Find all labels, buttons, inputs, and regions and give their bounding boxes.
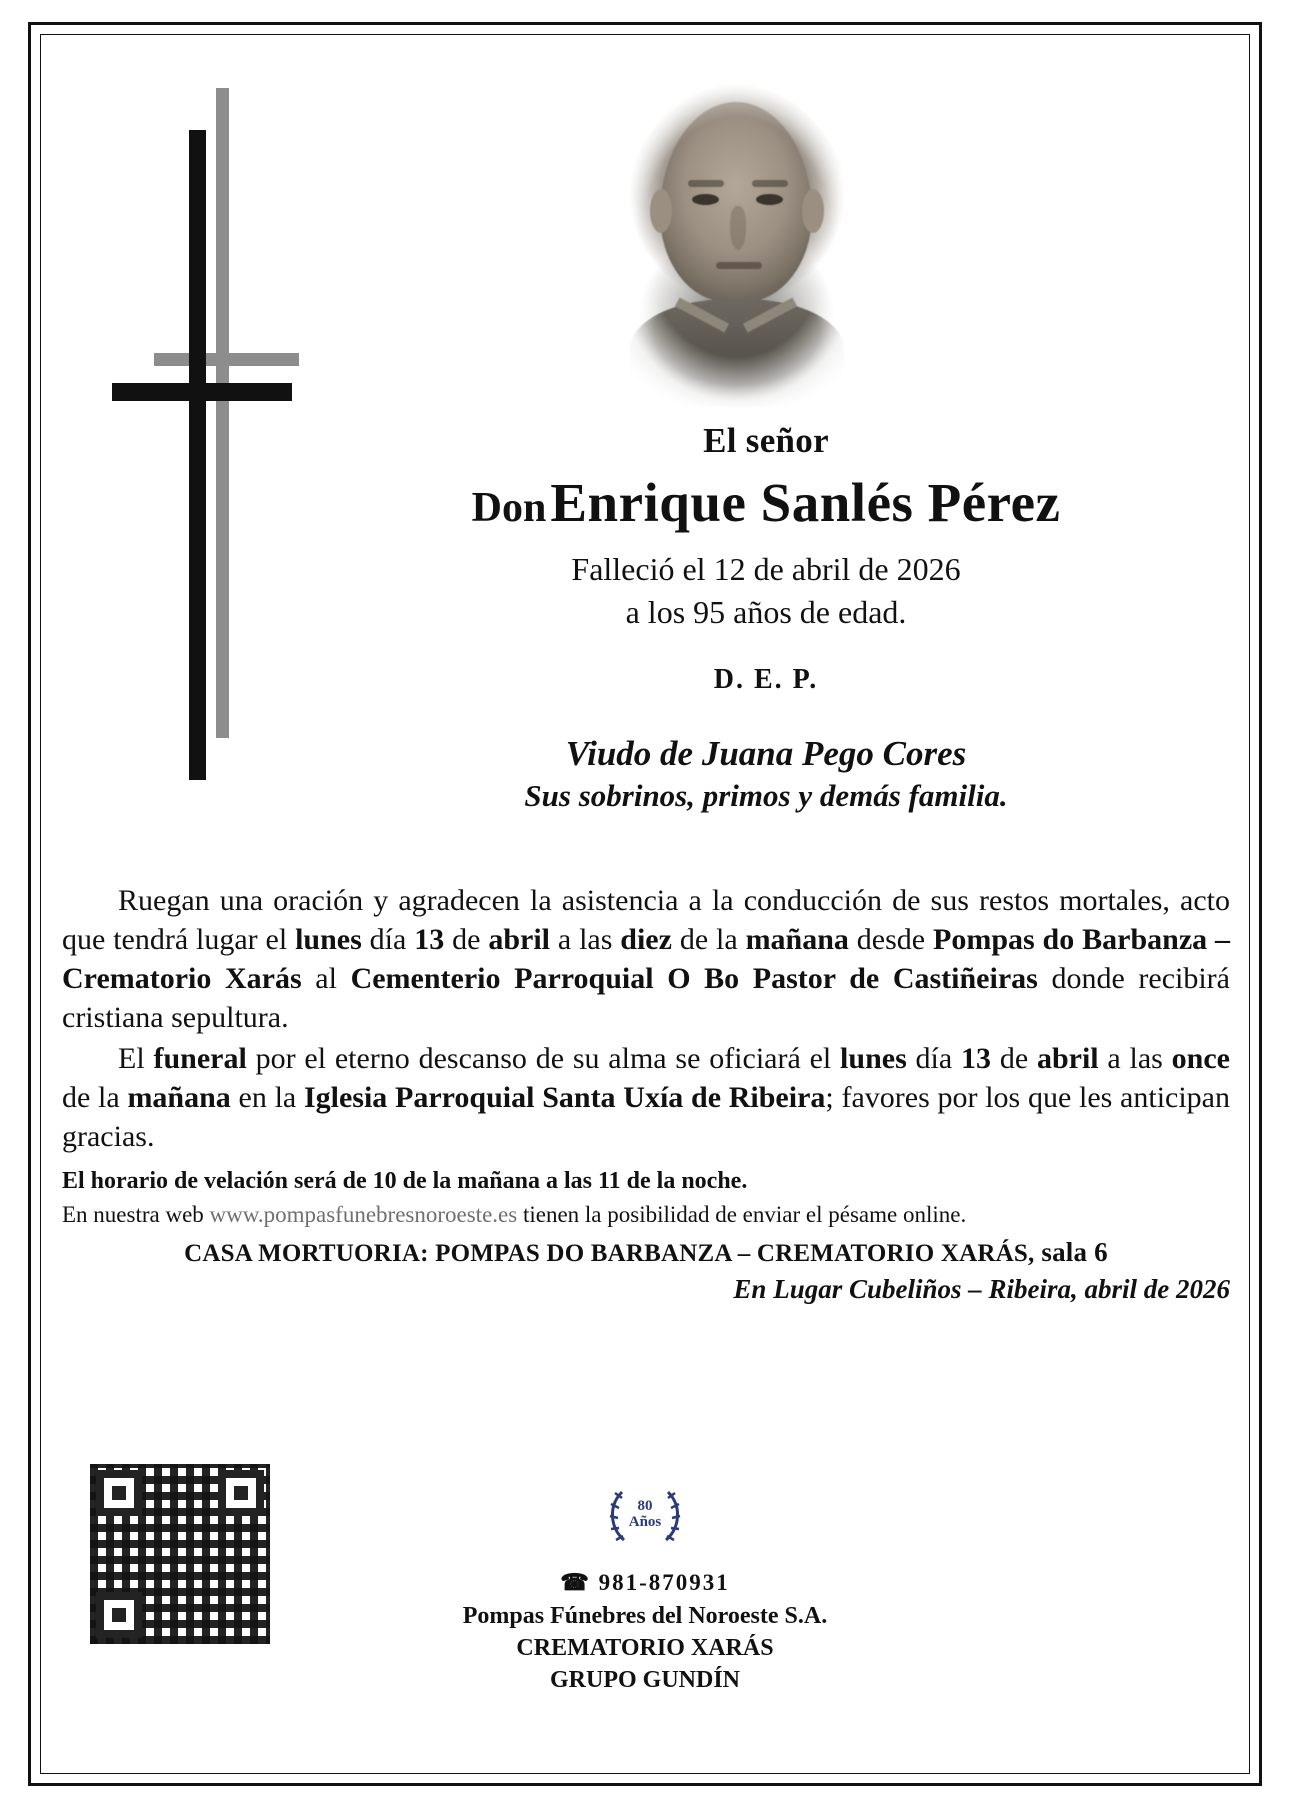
text-run: de — [991, 1042, 1037, 1075]
text-run-bold: mañana — [745, 923, 849, 956]
text-run-bold: lunes — [295, 923, 362, 956]
text-run-bold: once — [1171, 1042, 1230, 1075]
text-run-bold: 13 — [961, 1042, 992, 1075]
text-run: de la — [62, 1081, 128, 1114]
text-run: CASA MORTUORIA: POMPAS DO BARBANZA – CREMATORIO XARÁS, — [184, 1240, 1035, 1267]
text-run: de la — [671, 923, 746, 956]
deceased-heading — [302, 421, 1230, 814]
spouse-text: Viudo de Juana Pego Cores — [565, 733, 967, 773]
honorific-text: El señor — [703, 421, 829, 460]
place-and-date: En Lugar Cubeliños – Ribeira, abril de 2026 — [733, 1274, 1230, 1304]
text-run: En nuestra web — [62, 1202, 210, 1227]
badge-number: 80 — [637, 1498, 653, 1515]
text-run: por el eterno descanso de su alma se oficiará el — [246, 1042, 841, 1075]
website-line — [62, 1202, 1230, 1228]
badge-word: Años — [628, 1514, 662, 1530]
phone-number: 981-870931 — [598, 1570, 730, 1595]
name-prefix: Don — [471, 485, 547, 531]
funeral-home-footer — [52, 1478, 1238, 1694]
text-run: donde recibirá cristiana sepultura. — [62, 962, 1230, 1034]
text-run-bold: lunes — [840, 1042, 907, 1075]
mortuary-house — [62, 1237, 1230, 1268]
deceased-portrait — [612, 84, 862, 404]
text-run-bold: abril — [1036, 1042, 1099, 1075]
text-run-bold: Pompas do Barbanza – Crematorio Xarás — [62, 923, 1231, 995]
text-run-bold: abril — [488, 923, 550, 956]
text-run: de — [444, 923, 489, 956]
room-number: sala 6 — [1034, 1237, 1108, 1267]
telephone-icon: ☎ — [560, 1570, 591, 1595]
paragraph-procession — [62, 881, 1230, 1037]
text-run: El — [118, 1042, 154, 1075]
death-info — [302, 548, 1230, 634]
text-run: Ruegan una oración y agradecen la asistencia a la conducción de sus restos mortales, acto que tendrá lugar el — [62, 884, 1230, 956]
text-run: día — [361, 923, 415, 956]
wake-schedule: El horario de velación será de 10 de la mañana a las 11 de la noche. — [62, 1168, 748, 1194]
text-run: tienen la posibilidad de enviar el pésame online. — [517, 1202, 967, 1227]
text-run: a las — [1098, 1042, 1172, 1075]
notice-body — [62, 881, 1230, 1305]
deceased-name-line — [302, 471, 1230, 534]
text-run: en la — [230, 1081, 304, 1114]
paragraph-funeral — [62, 1039, 1230, 1156]
death-age: a los 95 años de edad. — [625, 593, 907, 630]
cross-icon — [94, 88, 324, 808]
text-run-bold: funeral — [153, 1042, 247, 1075]
text-run-bold: 13 — [414, 923, 445, 956]
text-run-bold: Cementerio Parroquial O Bo Pastor de Castiñeiras — [350, 962, 1038, 995]
deceased-name: Enrique Sanlés Pérez — [550, 472, 1061, 533]
company-name: Pompas Fúnebres del Noroeste S.A. — [462, 1603, 828, 1629]
text-run: día — [906, 1042, 962, 1075]
family-text: Sus sobrinos, primos y demás familia. — [524, 777, 1008, 813]
text-run: desde — [848, 923, 933, 956]
death-date: Falleció el 12 de abril de 2026 — [571, 551, 961, 587]
card-content — [52, 46, 1238, 1762]
text-run: a las — [549, 923, 621, 956]
text-run-bold: Iglesia Parroquial Santa Uxía de Ribeira — [303, 1081, 826, 1114]
text-run-bold: diez — [620, 923, 672, 956]
website-url[interactable]: www.pompasfunebresnoroeste.es — [209, 1202, 518, 1227]
group-name: GRUPO GUNDÍN — [550, 1667, 740, 1693]
crematorium-name: CREMATORIO XARÁS — [516, 1635, 774, 1661]
text-run: ; favores por los que les anticipan gracias. — [62, 1081, 1230, 1153]
phone-line — [52, 1570, 1238, 1596]
text-run: al — [301, 962, 351, 995]
text-run-bold: mañana — [127, 1081, 231, 1114]
dep-text: D. E. P. — [713, 663, 819, 695]
anniversary-badge-icon — [602, 1478, 688, 1552]
